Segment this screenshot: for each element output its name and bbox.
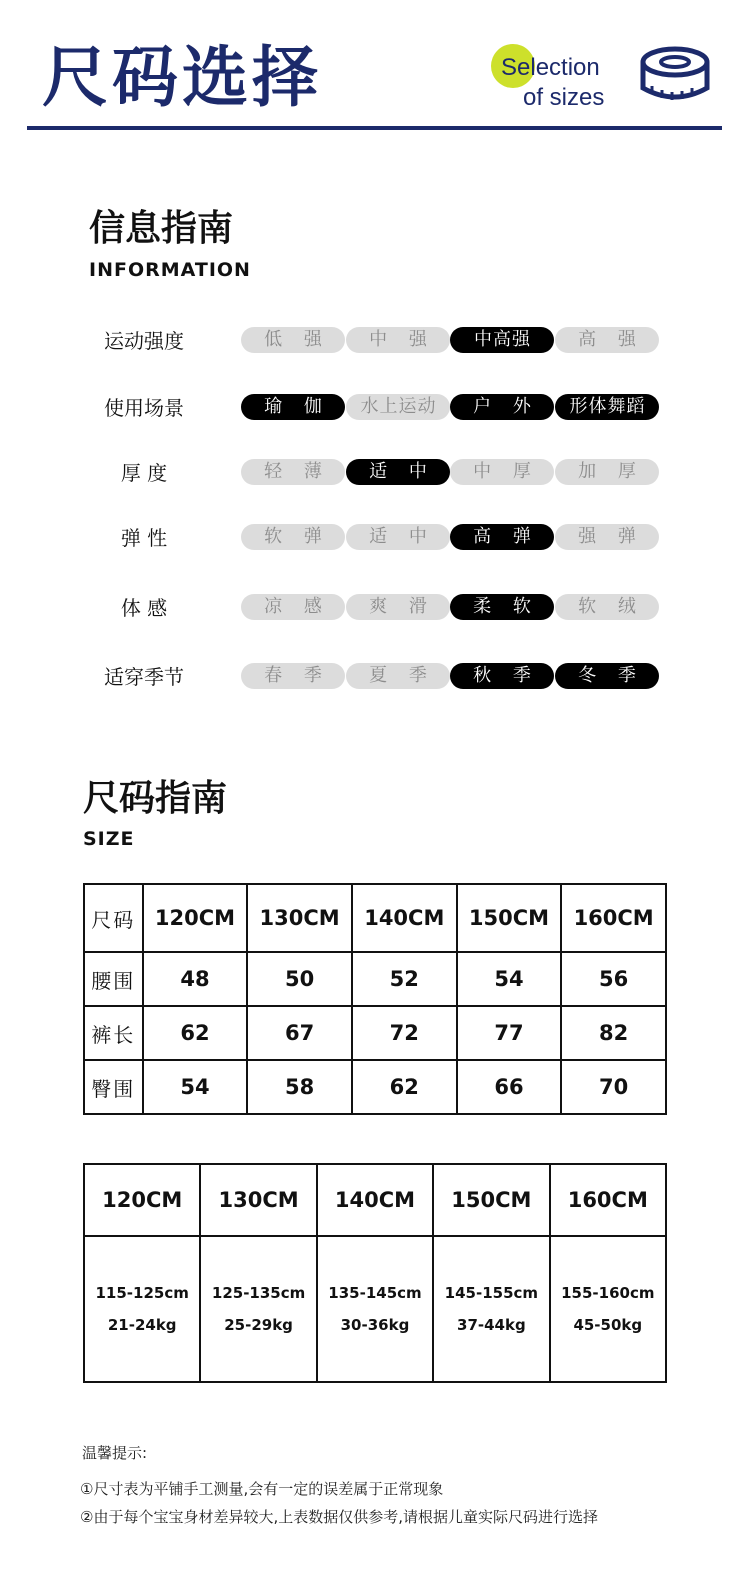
table-cell: 70 [561,1060,666,1114]
option-pill: 春 季 [241,663,345,689]
info-row-thickness [0,459,750,487]
fit-table [83,1163,667,1383]
fit-cell [84,1236,200,1382]
tips-title: 温馨提示: [82,1444,148,1462]
option-pill: 夏 季 [346,663,450,689]
info-row-feel [0,594,750,622]
row-label: 裤长 [84,1006,143,1060]
table-cell: 48 [143,952,248,1006]
size-subtitle: SIZE [83,828,135,850]
info-title: 信息指南 [89,208,234,249]
fit-cell [200,1236,316,1382]
height-range: 145-155cm [444,1284,539,1302]
table-cell: 62 [352,1060,457,1114]
subtitle-line-2: of sizes [523,84,605,111]
table-cell: 56 [561,952,666,1006]
info-row-label: 适穿季节 [104,665,184,689]
option-pill-selected: 形体舞蹈 [555,394,659,420]
fit-cell [317,1236,433,1382]
option-pill: 轻 薄 [241,459,345,485]
height-range: 125-135cm [211,1284,306,1302]
height-range: 155-160cm [561,1284,655,1302]
option-pill-selected: 中高强 [450,327,554,353]
option-pill: 软 弹 [241,524,345,550]
option-pill-selected: 瑜 伽 [241,394,345,420]
fit-cell [550,1236,666,1382]
option-pill-selected: 秋 季 [450,663,554,689]
table-cell: 77 [457,1006,562,1060]
weight-range: 30-36kg [340,1316,410,1334]
header-cell: 160CM [550,1164,666,1236]
option-pill: 水上运动 [346,394,450,420]
table-cell: 72 [352,1006,457,1060]
fit-table-header [84,1164,666,1236]
table-cell: 62 [143,1006,248,1060]
weight-range: 21-24kg [107,1316,177,1334]
option-pill: 爽 滑 [346,594,450,620]
weight-range: 37-44kg [457,1316,526,1334]
header-cell: 120CM [84,1164,200,1236]
size-title: 尺码指南 [83,778,228,819]
height-range: 135-145cm [328,1284,422,1302]
row-label: 腰围 [84,952,143,1006]
page-title: 尺码选择 [42,39,322,116]
header-cell: 140CM [317,1164,433,1236]
header-cell: 150CM [457,884,562,952]
subtitle-line-1: Selection [501,54,600,81]
option-pill-selected: 柔 软 [450,594,554,620]
table-row [84,1060,666,1114]
table-row [84,952,666,1006]
option-pill-selected: 高 弹 [450,524,554,550]
option-pill: 加 厚 [555,459,659,485]
info-row-label: 使用场景 [104,396,184,420]
header-cell: 130CM [200,1164,316,1236]
size-table-header [84,884,666,952]
info-row-label: 弹 性 [120,526,168,550]
header-cell: 尺码 [84,884,143,952]
header-cell: 120CM [143,884,248,952]
info-row-label: 体 感 [120,596,168,620]
height-range: 115-125cm [95,1284,189,1302]
header-cell: 160CM [561,884,666,952]
tip-item: ②由于每个宝宝身材差异较大,上表数据仅供参考,请根据儿童实际尺码进行选择 [80,1508,598,1526]
header-cell: 150CM [433,1164,549,1236]
row-label: 臀围 [84,1060,143,1114]
option-pill: 高 强 [555,327,659,353]
info-row-elasticity [0,524,750,552]
measuring-tape-icon [638,44,712,108]
tip-item: ①尺寸表为平铺手工测量,会有一定的误差属于正常现象 [80,1480,444,1498]
option-pill: 强 弹 [555,524,659,550]
header-cell: 140CM [352,884,457,952]
info-row-label: 运动强度 [104,329,184,353]
table-cell: 67 [247,1006,352,1060]
option-pill-selected: 户 外 [450,394,554,420]
table-row [84,1236,666,1382]
table-cell: 50 [247,952,352,1006]
table-cell: 54 [457,952,562,1006]
weight-range: 45-50kg [573,1316,643,1334]
option-pill: 适 中 [346,524,450,550]
weight-range: 25-29kg [224,1316,293,1334]
size-table [83,883,667,1115]
option-pill: 中 强 [346,327,450,353]
table-cell: 52 [352,952,457,1006]
option-pill-selected: 适 中 [346,459,450,485]
option-pill: 低 强 [241,327,345,353]
table-cell: 66 [457,1060,562,1114]
fit-cell [433,1236,549,1382]
info-row-intensity [0,327,750,355]
option-pill: 中 厚 [450,459,554,485]
info-row-label: 厚 度 [120,461,168,485]
info-row-scene [0,394,750,422]
info-row-season [0,663,750,691]
table-cell: 58 [247,1060,352,1114]
option-pill: 凉 感 [241,594,345,620]
header-divider [27,126,722,130]
option-pill: 软 绒 [555,594,659,620]
table-cell: 82 [561,1006,666,1060]
option-pill-selected: 冬 季 [555,663,659,689]
table-cell: 54 [143,1060,248,1114]
header-cell: 130CM [247,884,352,952]
table-row [84,1006,666,1060]
info-subtitle: INFORMATION [89,259,251,281]
